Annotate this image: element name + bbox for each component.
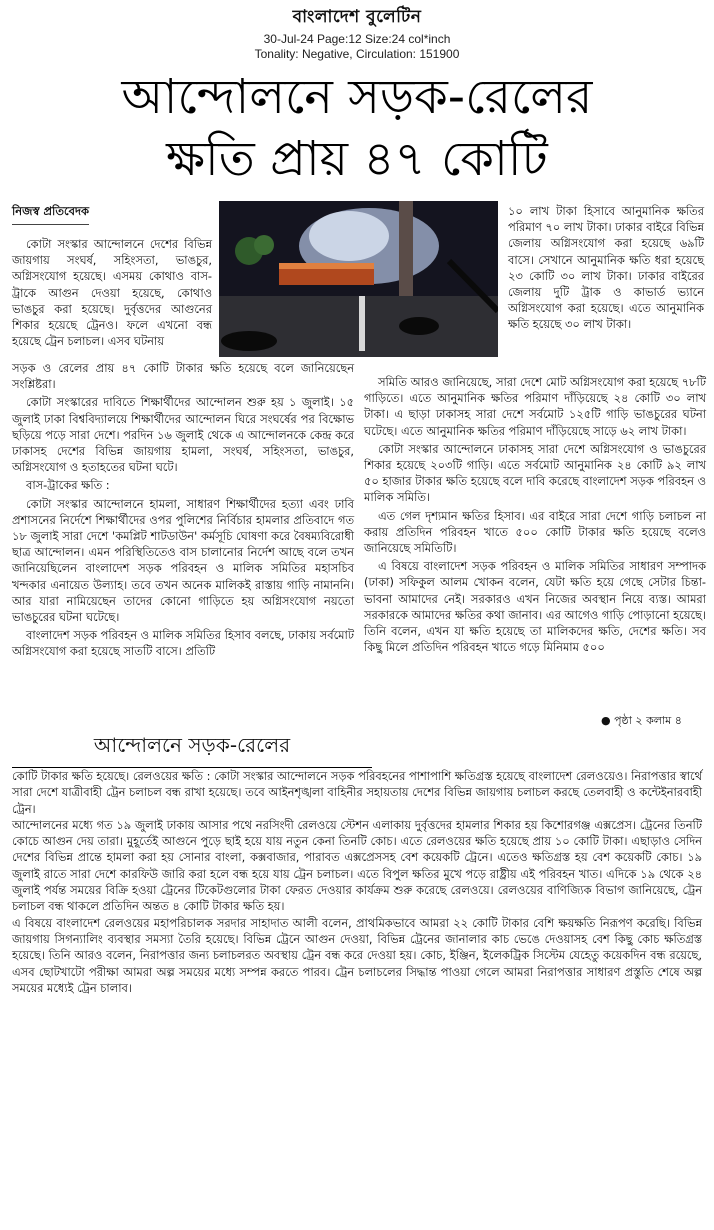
- paragraph: ১০ লাখ টাকা হিসাবে আনুমানিক ক্ষতির পরিমাণ ৭০ লাখ টাকা। ঢাকার বাইরে বিভিন্ন জেলায় অগ্নিসংযোগ করা হয়েছে ৬৯টি বাসে। সেখানে আনুমানিক ক্ষতি ধরা হয়েছে ২৩ কোটি ৩০ লাখ টাকা। ঢাকার বাইরের জেলায় দুটি ট্রাক ও কাভার্ড ভ্যানে অগ্নিসংযোগ করা হয়েছে। এতে আনুমানিক ক্ষতি হয়েছে ৩০ লাখ টাকা।: [508, 204, 704, 332]
- section-heading: বাস-ট্রাকের ক্ষতি :: [26, 478, 110, 493]
- paragraph: কোটি টাকার ক্ষতি হয়েছে। রেলওয়ের ক্ষতি : কোটা সংস্কার আন্দোলনে সড়ক পরিবহনের পাশাপাশি ক্ষতিগ্রস্ত হয়েছে বাংলাদেশ রেলওয়েও। নিরাপত্তার স্বার্থে সারা দেশে যাত্রীবাহী ট্রেন চলাচল বন্ধ রাখা হয়েছে। তবে আইনশৃঙ্খলা বাহিনীর সহায়তায় দেশের বিভিন্ন জায়গায় চলাচল করছে তেলবাহী ও কন্টেইনারবাহী ট্রেন।: [12, 769, 702, 816]
- paragraph: বাংলাদেশ সড়ক পরিবহন ও মালিক সমিতির হিসাব বলছে, ঢাকায় সর্বমোট অগ্নিসংযোগ করা হয়েছে সাতটি বাসে। প্রতিটি: [12, 628, 354, 659]
- paragraph: কোটা সংস্কার আন্দোলনে দেশের বিভিন্ন জায়গায় সংঘর্ষ, সহিংসতা, ভাঙচুর, অগ্নিসংযোগ হয়েছে। এসময় কোথাও বাস-ট্রাকে আগুন দেওয়া হয়েছে, কোথাও ভাঙচুর করা হয়েছে। দুর্বৃত্তদের আগুনের শিকার হয়েছে ট্রেনও। ফলে এখনো বন্ধ হয়েছে ট্রেন চলাচল। এসব ঘটনায়: [12, 237, 212, 349]
- paragraph: সড়ক ও রেলের প্রায় ৪৭ কোটি টাকার ক্ষতি হয়েছে বলে জানিয়েছেন সংশ্লিষ্টরা।: [12, 361, 354, 392]
- masthead: [0, 4, 714, 62]
- right-column-top: [508, 203, 704, 335]
- byline: নিজস্ব প্রতিবেদক: [12, 203, 89, 225]
- paragraph: আন্দোলনের মধ্যে গত ১৯ জুলাই ঢাকায় আসার পথে নরসিংদী রেলওয়ে স্টেশন এলাকায় দুর্বৃত্তদের হামলার শিকার হয় কিশোরগঞ্জ এক্সপ্রেস। ট্রেনের তিনটি কোচে আগুন দেয় তারা। মুহূর্তেই আগুনে পুড়ে ছাই হয়ে যায় নতুন কেনা তিনটি কোচ। এতে রেলওয়ের ক্ষতি হয়েছে প্রায় ১০ কোটি টাকা। এছাড়াও সেদিন দেশের বিভিন্ন প্রান্তে হামলা করা হয় সোনার বাংলা, কক্সবাজার, পারাবত এক্সপ্রেসসহ বেশ কয়েকটি ট্রেনে। এতেও ক্ষতিগ্রস্ত হয় বেশ কয়েকটি কোচ। ১৯ জুলাই রাতে সারা দেশে কারফিউ জারি করা হলে বন্ধ হয়ে যায় ট্রেন চলাচল। এতে বিপুল ক্ষতির মুখে পড়ে রাষ্ট্রীয় এই পরিবহন খাত। এদিকে ১৯ থেকে ২৪ জুলাই পর্যন্ত সময়ের বিক্রি হওয়া ট্রেনের টিকেটগুলোর টাকা ফেরত দেওয়ার কার্যক্রম শুরু করেছে রেলওয়ে। রেলওয়ের বাণিজ্যিক বিভাগ জানিয়েছে, ট্রেন চলাচল বন্ধ থাকলে প্রতিদিন অন্তত ৪ কোটি টাকার ক্ষতি হয়।: [12, 817, 702, 914]
- paragraph: এ বিষয়ে বাংলাদেশ সড়ক পরিবহন ও মালিক সমিতির সাধারণ সম্পাদক (ঢাকা) সফিকুল আলম খোকন বলেন, যেটা ক্ষতি হয়ে গেছে সেটার চিন্তা-ভাবনা আমাদের নেই। সরকারও এখন নিজের অবস্থান নিয়ে ব্যস্ত। আমরা সরকারকে আমাদের ক্ষতির কথা জানাব। এর আগেও গাড়ি পোড়ানো হয়েছে। তিনি বলেন, এখন যা ক্ষতি হয়েছে তা মালিকদের ক্ষতি, দেশের ক্ষতি। সব কিছু মিলে প্রতিদিন পরিবহন খাতে গড়ে মিনিমাম ৫০০: [364, 559, 706, 655]
- continuation-note: ● পৃষ্ঠা ২ কলাম ৪: [601, 714, 682, 727]
- news-photo: [219, 201, 498, 357]
- right-column-bottom: [364, 374, 706, 657]
- paragraph: কোটা সংস্কার আন্দোলনে হামলা, সাধারণ শিক্ষার্থীদের হত্যা এবং ঢাবি প্রশাসনের নির্দেশে শিক্ষার্থীদের ওপর পুলিশের নির্বিচার হামলার প্রতিবাদে গত ১৮ জুলাই সারা দেশে 'কমপ্লিট শাটডাউন' কর্মসূচি ঘোষণা করে বৈষম্যবিরোধী ছাত্র আন্দোলন। এমন পরিস্থিতিতেও বাস চালানোর নির্দেশ আছে বলে তখন জানিয়েছিলেন বাংলাদেশ সড়ক পরিবহন ও মালিক সমিতির মহাসচিব খন্দকার এনায়েত উল্যাহ। তবে তখন অনেক মালিকই রাস্তায় গাড়ি নামাননি। আর যারা নামিয়েছেন তাদের কোনো গাড়িতে হয় অগ্নিসংযোগ নয়তো ভাঙচুরের ঘটনা ঘটেছে।: [12, 496, 354, 625]
- paragraph: এত গেল দৃশ্যমান ক্ষতির হিসাব। এর বাইরে সারা দেশে গাড়ি চলাচল না করায় প্রতিদিন পরিবহন খাতে ৫০০ কোটি টাকার ক্ষতি হয়েছে বলেও জানিয়েছে সমিতিটি।: [364, 508, 706, 556]
- continuation-headline: আন্দোলনে সড়ক-রেলের: [12, 731, 372, 768]
- paragraph: কোটা সংস্কারের দাবিতে শিক্ষার্থীদের আন্দোলন শুরু হয় ১ জুলাই। ১৫ জুলাই ঢাকা বিশ্ববিদ্যালয়ে শিক্ষার্থীদের আন্দোলন ঘিরে সংঘর্ষের পর বিক্ষোভ ছড়িয়ে পড়ে সারা দেশে। পরদিন ১৬ জুলাই থেকে এ আন্দোলনকে কেন্দ্র করে ঢাকাসহ দেশের বিভিন্ন জায়গায় হামলা, সংঘর্ষ, সহিংসতা, ভাঙচুর, অগ্নিসংযোগ ও হতাহতের ঘটনা ঘটে।: [12, 395, 354, 475]
- paragraph: কোটা সংস্কার আন্দোলনে ঢাকাসহ সারা দেশে অগ্নিসংযোগ ও ভাঙচুরের শিকার হয়েছে ২০৩টি গাড়ি। এতে সর্বমোট আনুমানিক ২৪ কোটি ৯২ লাখ ৫০ হাজার টাকার ক্ষতি হয়েছে বলে দাবি করেছে বাংলাদেশ সড়ক পরিবহন ও মালিক সমিতি।: [364, 441, 706, 505]
- left-column-bottom: [12, 360, 354, 662]
- headline: [20, 66, 694, 190]
- headline-line-1: আন্দোলনে সড়ক-রেলের: [121, 69, 593, 125]
- paragraph: সমিতি আরও জানিয়েছে, সারা দেশে মোট অগ্নিসংযোগ করা হয়েছে ৭৮টি গাড়িতে। এতে আনুমানিক ক্ষতির পরিমাণ দাঁড়িয়েছে ২৪ কোটি ৩০ লাখ টাকা। এ ছাড়া ঢাকাসহ সারা দেশে সর্বমোট ১২৫টি গাড়ি ভাঙচুরের ঘটনা ঘটেছে। এতে আনুমানিক ক্ষতির পরিমাণ দাঁড়িয়েছে সাড়ে ৬২ লাখ টাকা।: [364, 375, 706, 438]
- left-column-top: [12, 236, 212, 351]
- photo-illustration: [219, 201, 498, 357]
- newspaper-name: বাংলাদেশ বুলেটিন: [292, 7, 422, 27]
- paragraph: এ বিষয়ে বাংলাদেশ রেলওয়ের মহাপরিচালক সরদার সাহাদাত আলী বলেন, প্রাথমিকভাবে আমরা ২২ কোটি টাকার বেশি ক্ষয়ক্ষতি নিরূপণ করেছি। বিভিন্ন জায়গায় সিগন্যালিং ব্যবস্থার সমস্যা তৈরি হয়েছে। বিভিন্ন ট্রেনে আগুন দেওয়া, বিভিন্ন ট্রেনের জানালার কাচ ভেঙে দেওয়াসহ বেশ কিছু কোচ ক্ষতিগ্রস্ত হয়েছে। তিনি আরও বলেন, নিরাপত্তার জন্য চলাচলরত অবস্থায় ট্রেন বন্ধ করে দেওয়া হয়। কোচ, ইঞ্জিন, ইলেকট্রিক সিস্টেম যেহেতু কয়েকদিন বন্ধ রয়েছে, এসব ছোটখাটো পরীক্ষা আমরা অল্প সময়ের মধ্যে সম্পন্ন করতে পারব। ট্রেন চলাচলের সিদ্ধান্ত পাওয়া গেলে আমরা নিরাপত্তার সাধারণ প্রস্তুতি শেষে অল্প সময়ের মধ্যেই ট্রেন চালাব।: [12, 915, 702, 995]
- continuation-body: [12, 768, 702, 996]
- clipping-meta-date: 30-Jul-24 Page:12 Size:24 col*inch: [263, 32, 451, 46]
- clipping-meta-tonality: Tonality: Negative, Circulation: 151900: [254, 47, 460, 61]
- headline-line-2: ক্ষতি প্রায় ৪৭ কোটি: [166, 131, 548, 187]
